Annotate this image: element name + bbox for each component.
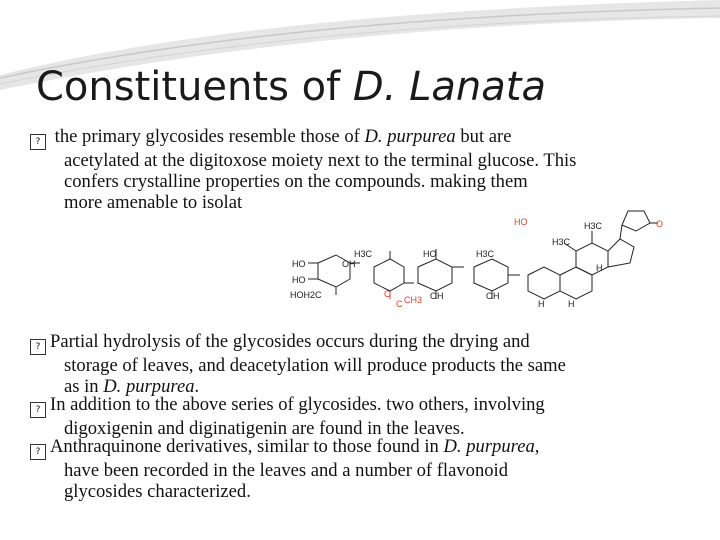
svg-text:OH: OH bbox=[430, 291, 444, 301]
svg-text:H3C: H3C bbox=[476, 249, 495, 259]
svg-text:H3C: H3C bbox=[354, 249, 373, 259]
svg-text:OH: OH bbox=[342, 259, 356, 269]
svg-text:H: H bbox=[568, 299, 575, 309]
paragraph-anthraquinone: ? Anthraquinone derivatives, similar to those found in D. purpurea, have been recorded in the leaves and a number of flavonoid glycosides characterized. bbox=[30, 436, 690, 502]
svg-text:CH3: CH3 bbox=[404, 295, 423, 305]
svg-text:C: C bbox=[396, 299, 403, 309]
svg-text:HOH2C: HOH2C bbox=[290, 290, 322, 300]
paragraph-primary-glycosides: ? the primary glycosides resemble those of D. purpurea but are acetylated at the digitoxose moiety next to the terminal glucose. This confers crystalline properties on the compounds. making them more amenable to isolat bbox=[30, 126, 690, 213]
svg-text:OH: OH bbox=[486, 291, 500, 301]
paragraph-partial-hydrolysis: ? Partial hydrolysis of the glycosides occurs during the drying and storage of leaves, and deacetylation will produce products the same as in D. purpurea. bbox=[30, 331, 690, 397]
page-title: Constituents of D. Lanata bbox=[36, 64, 546, 110]
bullet-icon: ? bbox=[30, 402, 46, 418]
svg-text:H: H bbox=[596, 263, 603, 273]
svg-text:H: H bbox=[538, 299, 545, 309]
bullet-icon: ? bbox=[30, 134, 46, 150]
svg-text:O: O bbox=[384, 289, 392, 299]
bullet-icon: ? bbox=[30, 444, 46, 460]
svg-text:HO: HO bbox=[514, 217, 528, 227]
svg-text:HO: HO bbox=[292, 259, 306, 269]
bullet-icon: ? bbox=[30, 339, 46, 355]
lanatoside-structure-diagram bbox=[288, 195, 662, 315]
svg-text:H3C: H3C bbox=[584, 221, 603, 231]
svg-text:O: O bbox=[656, 219, 664, 229]
svg-text:HO: HO bbox=[292, 275, 306, 285]
svg-text:H3C: H3C bbox=[552, 237, 571, 247]
paragraph-additional-series: ? In addition to the above series of glycosides. two others, involving digoxigenin and diginatigenin are found in the leaves. bbox=[30, 394, 690, 439]
svg-text:HO: HO bbox=[423, 249, 437, 259]
